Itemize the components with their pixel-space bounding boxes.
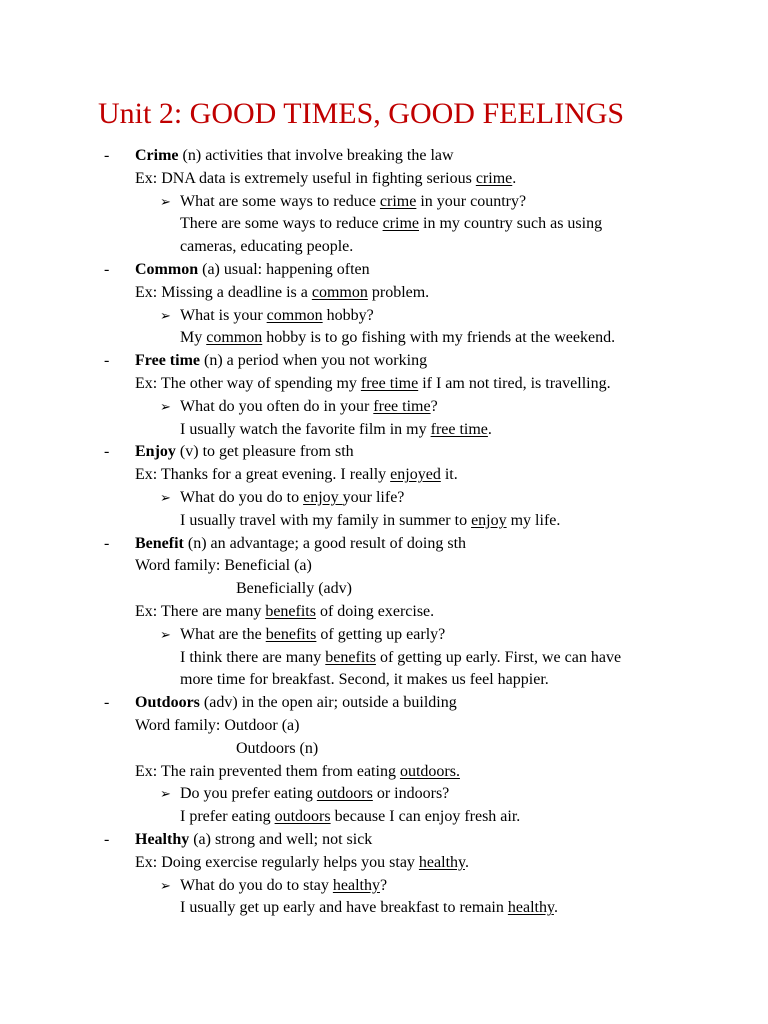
vocab-term: Outdoors (135, 694, 200, 712)
vocab-term: Common (135, 260, 199, 278)
text-segment: in your country? (416, 192, 527, 210)
word-family: Word family: Outdoor (a) (135, 716, 300, 734)
vocab-word-underlined: outdoors. (399, 762, 460, 780)
vocab-term: Benefit (135, 534, 184, 552)
sample-answer (0, 669, 768, 692)
example-sentence (0, 282, 768, 305)
page-title: Unit 2: GOOD TIMES, GOOD FEELINGS (98, 97, 625, 130)
text-segment: hobby is to go fishing with my friends at the weekend. (262, 329, 616, 347)
entry-heading (0, 441, 768, 464)
vocab-word-underlined: benefits (265, 625, 317, 643)
vocab-definition: (a) usual: happening often (198, 260, 370, 278)
text-segment: Ex: DNA data is extremely useful in fighting serious (135, 169, 476, 187)
text-segment: I usually travel with my family in summer to (180, 511, 472, 529)
vocab-definition: (a) strong and well; not sick (189, 830, 373, 848)
text-segment: cameras, educating people. (180, 238, 354, 256)
text-segment: of getting up early? (316, 625, 446, 643)
vocab-word-underlined: free time (430, 420, 488, 438)
text-segment: Ex: The other way of spending my (135, 374, 361, 392)
text-segment: Ex: Thanks for a great evening. I really (135, 466, 391, 484)
example-sentence (0, 601, 768, 624)
example-sentence (0, 168, 768, 191)
vocab-word-underlined: benefits (265, 602, 316, 620)
arrow-bullet-icon: ➢ (160, 193, 171, 209)
vocab-definition: (adv) in the open air; outside a building (199, 694, 457, 712)
text-segment: I usually get up early and have breakfast to remain (180, 899, 508, 917)
arrow-bullet-icon: ➢ (160, 877, 171, 893)
example-sentence (0, 761, 768, 784)
practice-question (0, 487, 768, 510)
practice-question (0, 396, 768, 419)
sample-answer (0, 510, 768, 533)
text-segment: Ex: Doing exercise regularly helps you stay (135, 853, 419, 871)
bullet-dash: - (104, 147, 110, 164)
bullet-dash: - (104, 352, 110, 370)
example-sentence (0, 852, 768, 875)
bullet-dash: - (104, 830, 110, 848)
text-segment: There are some ways to reduce (180, 215, 383, 233)
arrow-bullet-icon: ➢ (160, 398, 171, 414)
text-segment: it. (440, 466, 458, 484)
text-segment: hobby? (322, 306, 374, 324)
text-segment: Ex: Missing a deadline is a (135, 283, 312, 301)
text-segment: I usually watch the favorite film in my (180, 420, 431, 438)
text-segment: I think there are many (180, 648, 326, 666)
text-segment: What are some ways to reduce (180, 192, 380, 210)
vocab-word-underlined: outdoors (274, 808, 331, 826)
vocab-word-underlined: crime (475, 169, 513, 187)
vocab-word-underlined: common (206, 329, 263, 347)
text-segment: of doing exercise. (315, 602, 435, 620)
vocab-word-underlined: healthy (507, 899, 554, 917)
text-segment: more time for breakfast. Second, it makes us feel happier. (180, 671, 549, 689)
vocab-word-underlined: outdoors (316, 785, 373, 803)
practice-question (0, 305, 768, 328)
bullet-dash: - (104, 443, 110, 461)
text-segment: . (512, 169, 517, 187)
entry-heading (0, 145, 768, 168)
text-segment: . (487, 420, 492, 438)
text-segment: if I am not tired, is travelling. (418, 374, 611, 392)
word-family: Beneficially (adv) (236, 580, 352, 598)
text-segment: your life? (342, 488, 405, 506)
practice-question (0, 191, 768, 214)
practice-question (0, 624, 768, 647)
vocab-term: Free time (135, 352, 200, 370)
sample-answer (0, 647, 768, 670)
word-family: Word family: Beneficial (a) (135, 557, 312, 575)
vocab-term: Healthy (135, 830, 190, 848)
vocab-definition: (n) a period when you not working (200, 352, 428, 370)
text-segment: . (464, 853, 469, 871)
text-segment: ? (379, 876, 388, 894)
entry-heading (0, 829, 768, 852)
entry-heading (0, 533, 768, 556)
arrow-bullet-icon: ➢ (160, 786, 171, 802)
sample-answer (0, 419, 768, 442)
text-segment: in my country such as using (419, 215, 603, 233)
text-segment: Ex: There are many (135, 602, 266, 620)
vocab-word-underlined: common (266, 306, 323, 324)
practice-question (0, 875, 768, 898)
sample-answer (0, 897, 768, 920)
vocab-definition: (n) an advantage; a good result of doing sth (183, 534, 467, 552)
vocab-term: Crime (135, 147, 179, 164)
bullet-dash: - (104, 694, 110, 712)
vocab-word-underlined: healthy (418, 853, 465, 871)
sample-answer (0, 236, 768, 259)
sample-answer (0, 806, 768, 829)
vocab-word-underlined: enjoy (471, 511, 507, 529)
vocab-definition: (v) to get pleasure from sth (175, 443, 354, 461)
bullet-dash: - (104, 534, 110, 552)
text-segment: my life. (506, 511, 561, 529)
entry-heading (0, 259, 768, 282)
text-segment: because I can enjoy fresh air. (330, 808, 521, 826)
vocab-word-underlined: crime (379, 192, 417, 210)
text-segment: What do you do to stay (180, 876, 333, 894)
example-sentence (0, 373, 768, 396)
text-segment: What are the (180, 625, 266, 643)
bullet-dash: - (104, 260, 110, 278)
vocab-word-underlined: free time (360, 374, 419, 392)
text-segment: or indoors? (372, 785, 450, 803)
text-segment: Do you prefer eating (180, 785, 317, 803)
text-segment: My (180, 329, 207, 347)
vocab-word-underlined: free time (373, 397, 431, 415)
vocab-word-underlined: common (311, 283, 368, 301)
entry-heading (0, 350, 768, 373)
sample-answer (0, 213, 768, 236)
vocab-term: Enjoy (135, 443, 176, 461)
vocab-word-underlined: benefits (325, 648, 376, 666)
text-segment: . (553, 899, 558, 917)
arrow-bullet-icon: ➢ (160, 307, 171, 323)
text-segment: I prefer eating (180, 808, 275, 826)
vocab-word-underlined: enjoy (303, 488, 343, 506)
vocab-definition: (n) activities that involve breaking the law (178, 147, 454, 164)
vocab-word-underlined: healthy (332, 876, 380, 894)
vocab-word-underlined: enjoyed (390, 466, 441, 484)
sample-answer (0, 327, 768, 350)
text-segment: problem. (367, 283, 430, 301)
text-segment: Ex: The rain prevented them from eating (135, 762, 400, 780)
word-family: Outdoors (n) (236, 739, 319, 757)
entry-heading (0, 692, 768, 715)
practice-question (0, 783, 768, 806)
text-segment: What do you often do in your (180, 397, 374, 415)
vocabulary-list (0, 145, 768, 920)
text-segment: ? (430, 397, 438, 415)
arrow-bullet-icon: ➢ (160, 626, 171, 642)
text-segment: What do you do to (180, 488, 304, 506)
arrow-bullet-icon: ➢ (160, 489, 171, 505)
example-sentence (0, 464, 768, 487)
vocab-word-underlined: crime (382, 215, 419, 233)
text-segment: of getting up early. First, we can have (375, 648, 622, 666)
text-segment: What is your (180, 306, 267, 324)
